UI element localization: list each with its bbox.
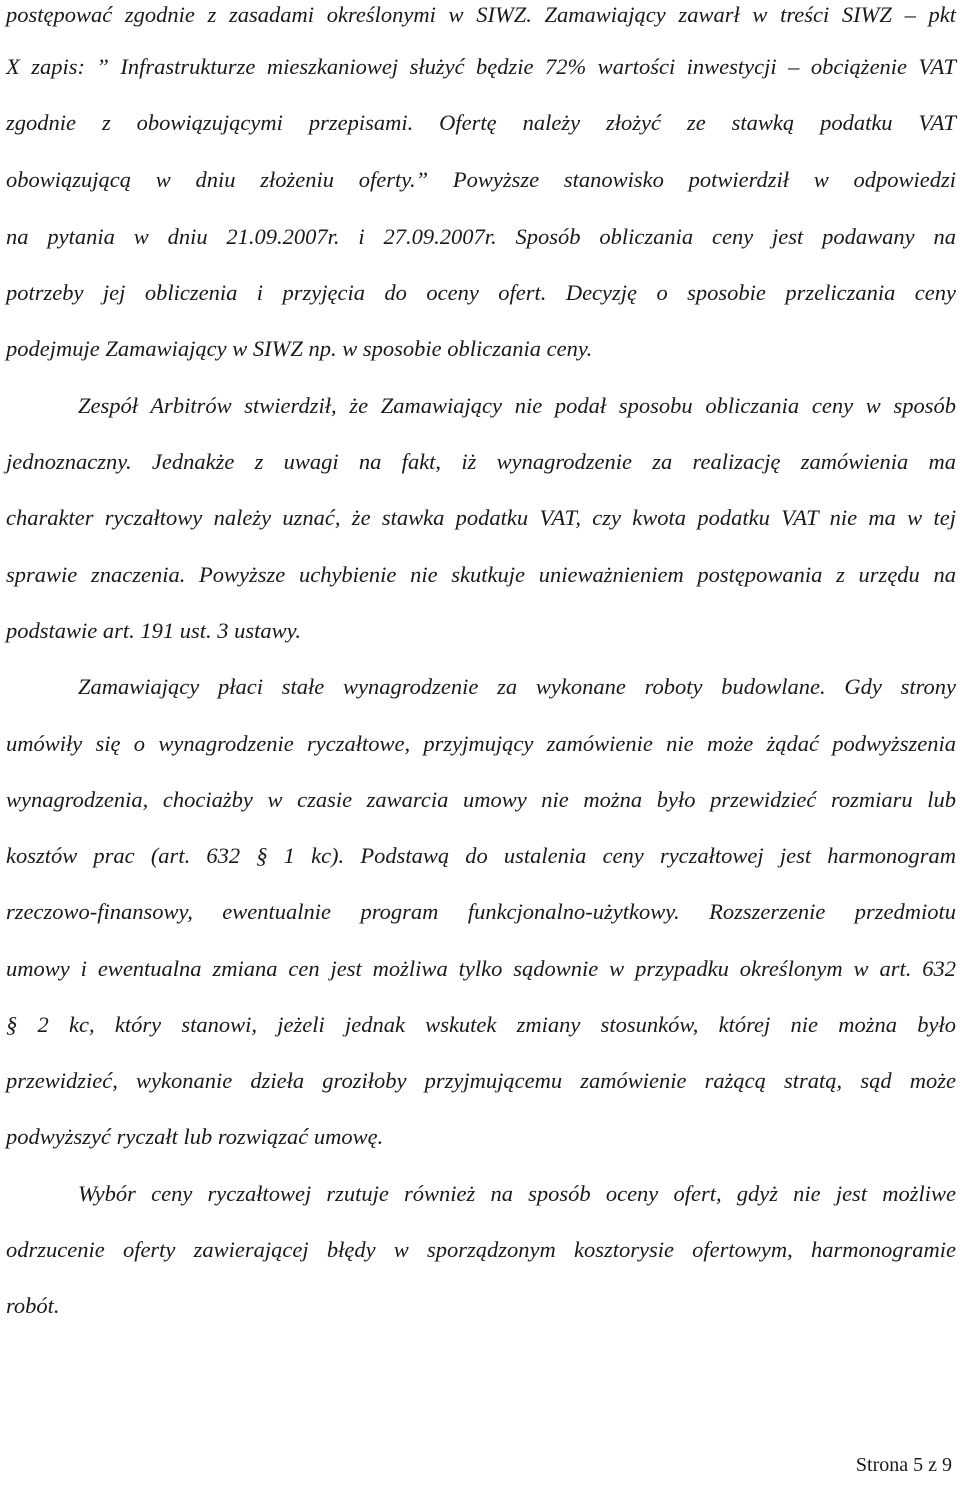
- text-line: Zamawiający płaci stałe wynagrodzenie za wykonane roboty budowlane. Gdy strony: [78, 674, 956, 699]
- text-line: sprawie znaczenia. Powyższe uchybienie nie skutkuje unieważnieniem postępowania z urzędu na: [6, 562, 956, 587]
- text-line: wynagrodzenia, chociażby w czasie zawarcia umowy nie można było przewidzieć rozmiaru lub: [6, 787, 956, 812]
- text-line: zgodnie z obowiązującymi przepisami. Ofertę należy złożyć ze stawką podatku VAT: [6, 110, 956, 135]
- text-line: na pytania w dniu 21.09.2007r. i 27.09.2007r. Sposób obliczania ceny jest podawany na: [6, 224, 956, 249]
- page-number: Strona 5 z 9: [855, 1454, 952, 1476]
- text-line: potrzeby jej obliczenia i przyjęcia do oceny ofert. Decyzję o sposobie przeliczania ceny: [6, 280, 956, 305]
- text-line: podejmuje Zamawiający w SIWZ np. w sposobie obliczania ceny.: [6, 336, 593, 361]
- text-line: robót.: [6, 1293, 60, 1318]
- text-line: rzeczowo-finansowy, ewentualnie program funkcjonalno-użytkowy. Rozszerzenie przedmiotu: [6, 899, 956, 924]
- text-line: obowiązującą w dniu złożeniu oferty.” Powyższe stanowisko potwierdził w odpowiedzi: [6, 167, 956, 192]
- text-line: umowy i ewentualna zmiana cen jest możliwa tylko sądownie w przypadku określonym w art. 632: [6, 956, 956, 981]
- text-line: jednoznaczny. Jednakże z uwagi na fakt, iż wynagrodzenie za realizację zamówienia ma: [6, 449, 956, 474]
- text-line: podwyższyć ryczałt lub rozwiązać umowę.: [6, 1124, 384, 1149]
- text-line: Wybór ceny ryczałtowej rzutuje również na sposób oceny ofert, gdyż nie jest możliwe: [78, 1181, 956, 1206]
- text-line: przewidzieć, wykonanie dzieła groziłoby przyjmującemu zamówienie rażącą stratą, sąd może: [6, 1068, 956, 1093]
- text-line: postępować zgodnie z zasadami określonymi w SIWZ. Zamawiający zawarł w treści SIWZ – pkt: [6, 2, 956, 27]
- text-line: umówiły się o wynagrodzenie ryczałtowe, przyjmujący zamówienie nie może żądać podwyższenia: [6, 731, 956, 756]
- text-line: kosztów prac (art. 632 § 1 kc). Podstawą do ustalenia ceny ryczałtowej jest harmonogram: [6, 843, 956, 868]
- text-line: Zespół Arbitrów stwierdził, że Zamawiający nie podał sposobu obliczania ceny w sposób: [78, 393, 956, 418]
- text-line: § 2 kc, który stanowi, jeżeli jednak wskutek zmiany stosunków, której nie można było: [6, 1012, 956, 1037]
- text-line: odrzucenie oferty zawierającej błędy w sporządzonym kosztorysie ofertowym, harmonogramie: [6, 1237, 956, 1262]
- text-line: charakter ryczałtowy należy uznać, że stawka podatku VAT, czy kwota podatku VAT nie ma w tej: [6, 505, 956, 530]
- text-line: podstawie art. 191 ust. 3 ustawy.: [6, 618, 302, 643]
- text-line: X zapis: ” Infrastrukturze mieszkaniowej służyć będzie 72% wartości inwestycji – obciążenie VAT: [6, 54, 956, 79]
